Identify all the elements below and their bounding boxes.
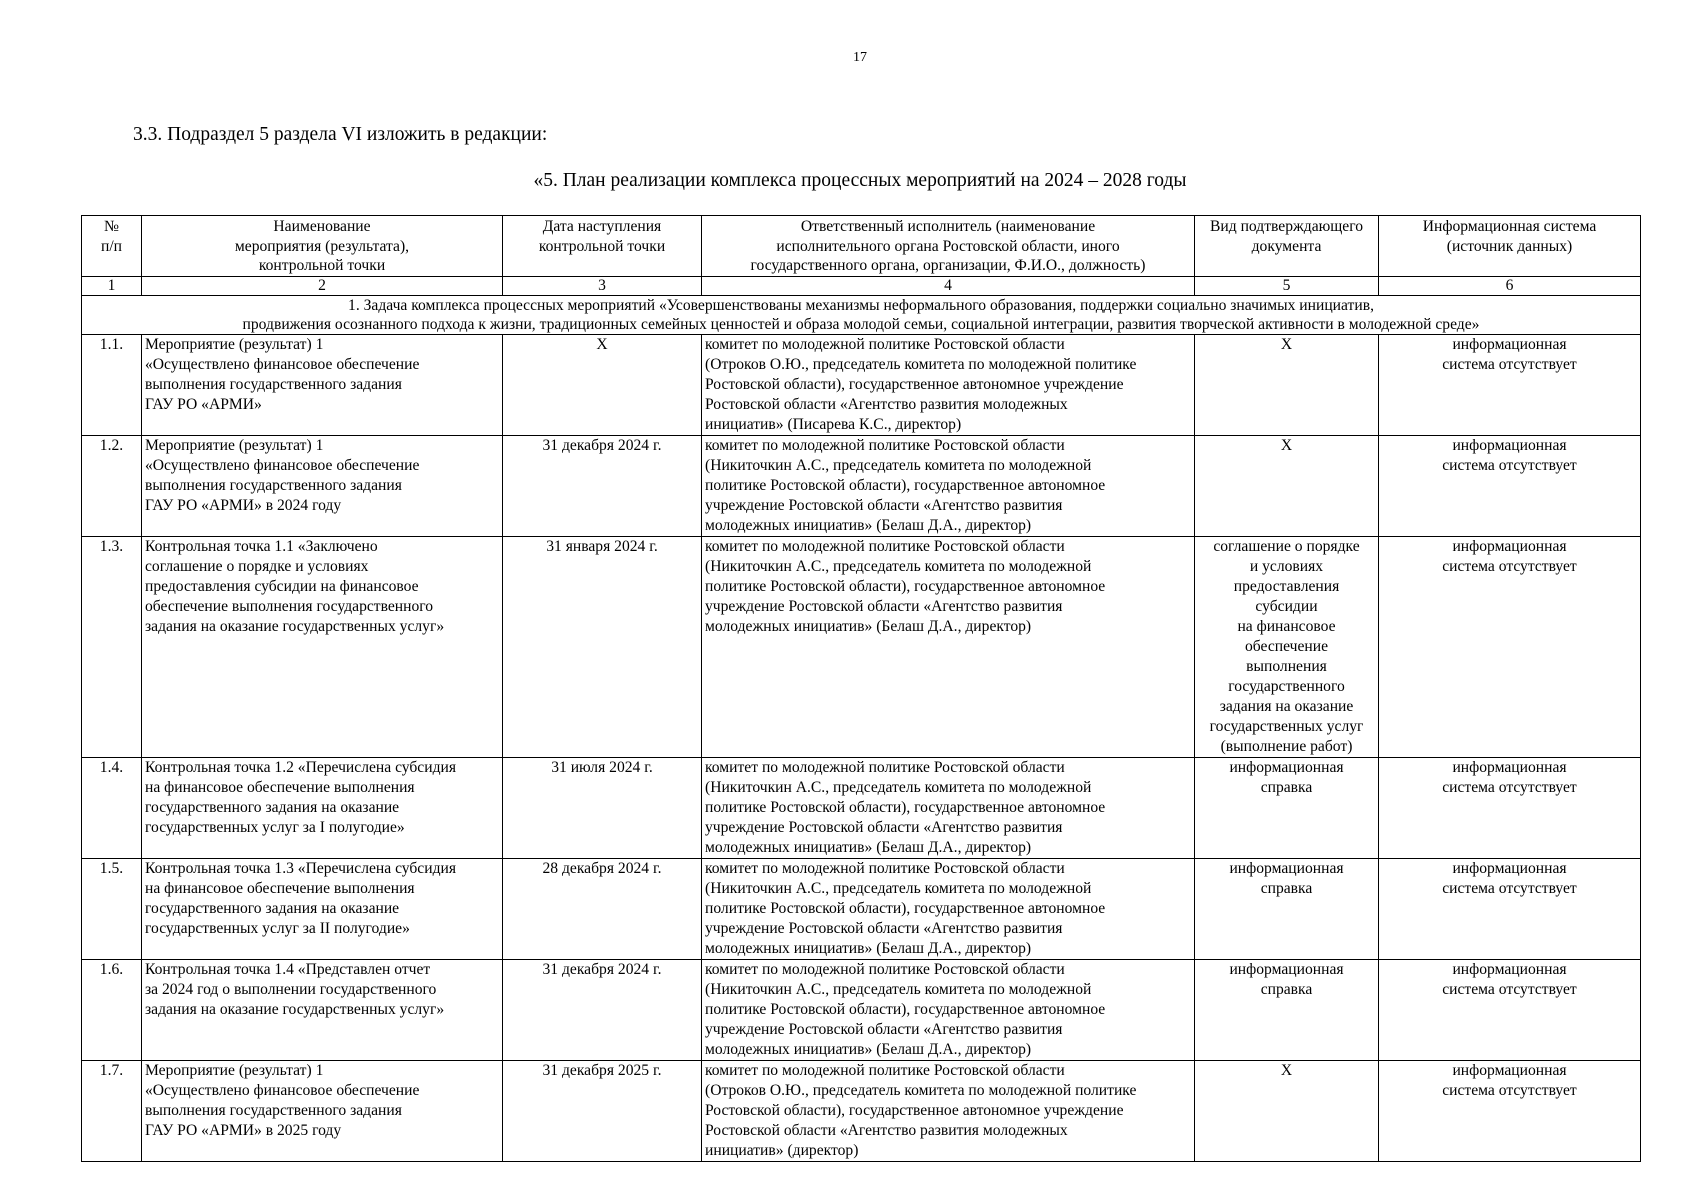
row-info-system: информационная система отсутствует: [1379, 959, 1641, 1060]
row-name: Мероприятие (результат) 1 «Осуществлено финансовое обеспечение выполнения государственного задания ГАУ РО «АРМИ»: [142, 334, 503, 435]
row-executor: комитет по молодежной политике Ростовской области (Отроков О.Ю., председатель комитета по молодежной политике Ростовской области), государственное автономное учреждение Ростовской области «Агентство развития молодежных инициатив» (Писарева К.С., директор): [702, 334, 1195, 435]
row-date: 31 января 2024 г.: [503, 536, 702, 757]
plan-table: [81, 215, 1641, 1162]
row-date: 28 декабря 2024 г.: [503, 858, 702, 959]
row-info-system: информационная система отсутствует: [1379, 1060, 1641, 1161]
header-num: № п/п: [82, 216, 142, 277]
table-row: [82, 757, 1641, 858]
row-name: Мероприятие (результат) 1 «Осуществлено финансовое обеспечение выполнения государственного задания ГАУ РО «АРМИ» в 2025 году: [142, 1060, 503, 1161]
header-document: Вид подтверждающего документа: [1195, 216, 1379, 277]
table-row: [82, 1060, 1641, 1161]
row-name: Контрольная точка 1.4 «Представлен отчет за 2024 год о выполнении государственного задания на оказание государственных услуг»: [142, 959, 503, 1060]
row-name: Контрольная точка 1.2 «Перечислена субсидия на финансовое обеспечение выполнения государственного задания на оказание государственных услуг за I полугодие»: [142, 757, 503, 858]
row-info-system: информационная система отсутствует: [1379, 757, 1641, 858]
task-row: [82, 295, 1641, 334]
row-num: 1.7.: [82, 1060, 142, 1161]
row-document: соглашение о порядке и условиях предоставления субсидии на финансовое обеспечение выполнения государственного задания на оказание государственных услуг (выполнение работ): [1195, 536, 1379, 757]
row-info-system: информационная система отсутствует: [1379, 334, 1641, 435]
row-info-system: информационная система отсутствует: [1379, 536, 1641, 757]
row-document: X: [1195, 334, 1379, 435]
row-date: X: [503, 334, 702, 435]
column-number: 2: [142, 276, 503, 295]
row-num: 1.3.: [82, 536, 142, 757]
row-date: 31 декабря 2024 г.: [503, 959, 702, 1060]
row-executor: комитет по молодежной политике Ростовской области (Никиточкин А.С., председатель комитета по молодежной политике Ростовской области), государственное автономное учреждение Ростовской области «Агентство развития молодежных инициатив» (Белаш Д.А., директор): [702, 959, 1195, 1060]
row-executor: комитет по молодежной политике Ростовской области (Никиточкин А.С., председатель комитета по молодежной политике Ростовской области), государственное автономное учреждение Ростовской области «Агентство развития молодежных инициатив» (Белаш Д.А., директор): [702, 757, 1195, 858]
intro-paragraph: 3.3. Подраздел 5 раздела VI изложить в редакции:: [133, 124, 548, 145]
header-row: [82, 216, 1641, 277]
row-name: Мероприятие (результат) 1 «Осуществлено финансовое обеспечение выполнения государственного задания ГАУ РО «АРМИ» в 2024 году: [142, 435, 503, 536]
row-num: 1.5.: [82, 858, 142, 959]
header-date: Дата наступления контрольной точки: [503, 216, 702, 277]
row-executor: комитет по молодежной политике Ростовской области (Никиточкин А.С., председатель комитета по молодежной политике Ростовской области), государственное автономное учреждение Ростовской области «Агентство развития молодежных инициатив» (Белаш Д.А., директор): [702, 435, 1195, 536]
row-info-system: информационная система отсутствует: [1379, 858, 1641, 959]
row-info-system: информационная система отсутствует: [1379, 435, 1641, 536]
header-executor: Ответственный исполнитель (наименование исполнительного органа Ростовской области, иного государственного органа, организации, Ф.И.О., должность): [702, 216, 1195, 277]
table-row: [82, 435, 1641, 536]
task-cell: 1. Задача комплекса процессных мероприятий «Усовершенствованы механизмы неформального образования, поддержки социально значимых инициатив, продвижения осознанного подхода к жизни, традиционных семейных ценностей и образа молодой семьи, социальной интеграции, развития творческой активности в молодежной среде»: [82, 295, 1641, 334]
row-document: X: [1195, 1060, 1379, 1161]
column-number: 5: [1195, 276, 1379, 295]
row-executor: комитет по молодежной политике Ростовской области (Никиточкин А.С., председатель комитета по молодежной политике Ростовской области), государственное автономное учреждение Ростовской области «Агентство развития молодежных инициатив» (Белаш Д.А., директор): [702, 536, 1195, 757]
row-date: 31 июля 2024 г.: [503, 757, 702, 858]
column-number-row: [82, 276, 1641, 295]
table-row: [82, 334, 1641, 435]
row-date: 31 декабря 2025 г.: [503, 1060, 702, 1161]
column-number: 1: [82, 276, 142, 295]
column-number: 3: [503, 276, 702, 295]
row-document: X: [1195, 435, 1379, 536]
row-num: 1.4.: [82, 757, 142, 858]
column-number: 6: [1379, 276, 1641, 295]
column-number: 4: [702, 276, 1195, 295]
table-row: [82, 536, 1641, 757]
row-date: 31 декабря 2024 г.: [503, 435, 702, 536]
document-title: «5. План реализации комплекса процессных мероприятий на 2024 – 2028 годы: [533, 170, 1187, 191]
row-document: информационная справка: [1195, 757, 1379, 858]
header-info-system: Информационная система (источник данных): [1379, 216, 1641, 277]
row-document: информационная справка: [1195, 858, 1379, 959]
page-number: 17: [853, 50, 867, 65]
table-row: [82, 858, 1641, 959]
row-name: Контрольная точка 1.1 «Заключено соглашение о порядке и условиях предоставления субсидии на финансовое обеспечение выполнения государственного задания на оказание государственных услуг»: [142, 536, 503, 757]
row-name: Контрольная точка 1.3 «Перечислена субсидия на финансовое обеспечение выполнения государственного задания на оказание государственных услуг за II полугодие»: [142, 858, 503, 959]
row-executor: комитет по молодежной политике Ростовской области (Отроков О.Ю., председатель комитета по молодежной политике Ростовской области), государственное автономное учреждение Ростовской области «Агентство развития молодежных инициатив» (директор): [702, 1060, 1195, 1161]
table-row: [82, 959, 1641, 1060]
row-executor: комитет по молодежной политике Ростовской области (Никиточкин А.С., председатель комитета по молодежной политике Ростовской области), государственное автономное учреждение Ростовской области «Агентство развития молодежных инициатив» (Белаш Д.А., директор): [702, 858, 1195, 959]
row-num: 1.2.: [82, 435, 142, 536]
row-num: 1.1.: [82, 334, 142, 435]
row-document: информационная справка: [1195, 959, 1379, 1060]
header-name: Наименование мероприятия (результата), контрольной точки: [142, 216, 503, 277]
row-num: 1.6.: [82, 959, 142, 1060]
